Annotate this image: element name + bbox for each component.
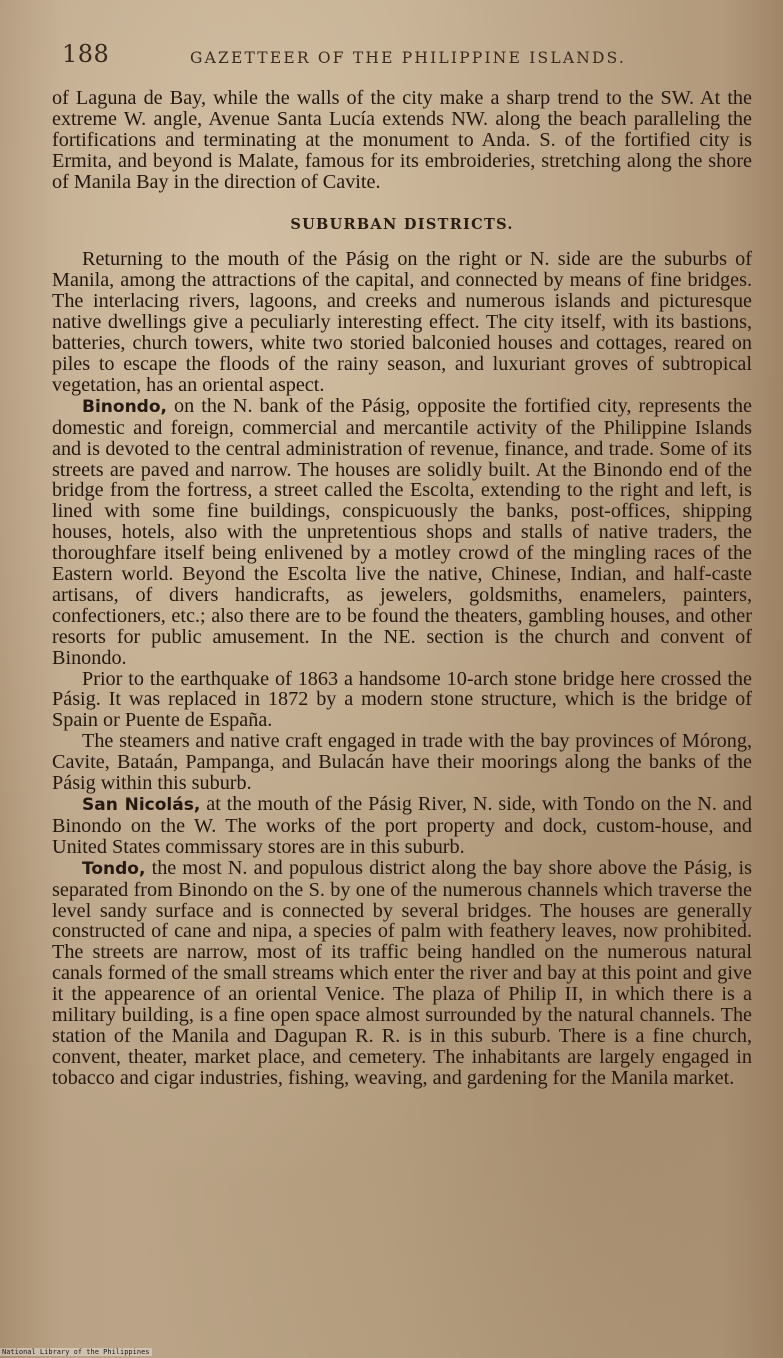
paragraph-suburbs-intro: Returning to the mouth of the Pásig on the right or N. side are the suburbs of Manila, among the attractions of the capital, and connected by means of fine bridges. The interlacing rivers, lagoons, and creeks and numerous islands and picturesque native dwellings give a peculiarly interesting effect. The city itself, with its bastions, batteries, church towers, white two storied balconied houses and cottages, reared on piles to escape the floods of the rainy season, and luxuriant groves of subtropical vegetation, has an oriental aspect. [52, 248, 752, 396]
library-credit: National Library of the Philippines [2, 1348, 150, 1356]
running-head: GAZETTEER OF THE PHILIPPINE ISLANDS. [190, 49, 627, 67]
paragraph-san-nicolas-text: at the mouth of the Pásig River, N. side, with Tondo on the N. and Binondo on the W. The works of the port property and dock, custom-house, and United States commissary stores are in this suburb. [52, 793, 752, 858]
paragraph-tondo-text: the most N. and populous district along the bay shore above the Pásig, is separated from Binondo on the S. by one of the numerous channels which traverse the level sandy surface and is connected by several bridges. The houses are generally constructed of cane and nipa, a species of palm with feathery leaves, now prohibited. The streets are narrow, most of its traffic being handled on the numerous natural canals formed of the small streams which enter the river and bay at this point and give it the appearence of an oriental Venice. The plaza of Philip II, in which there is a military building, is a fine open space almost surrounded by the natural channels. The station of the Manila and Dagupan R. R. is in this suburb. There is a fine church, convent, theater, market place, and cemetery. The inhabitants are largely engaged in tobacco and cigar industries, fishing, weaving, and gardening for the Manila market. [52, 856, 752, 1089]
section-heading: SUBURBAN DISTRICTS. [290, 215, 514, 233]
entry-lead-binondo: Binondo, [82, 396, 167, 417]
paragraph-tondo [52, 858, 752, 1089]
entry-lead-tondo: Tondo, [82, 858, 146, 879]
body-text [52, 88, 752, 1089]
paragraph-continuation: of Laguna de Bay, while the walls of the city make a sharp trend to the SW. At the extreme W. angle, Avenue Santa Lucía extends NW. along the beach paralleling the fortifications and terminating at the monument to Anda. S. of the fortified city is Ermita, and beyond is Malate, famous for its embroideries, stretching along the shore of Manila Bay in the direction of Cavite. [52, 87, 752, 193]
paragraph-bridge: Prior to the earthquake of 1863 a handsome 10-arch stone bridge here crossed the Pásig. It was replaced in 1872 by a modern stone structure, which is the bridge of Spain or Puente de España. [52, 667, 752, 732]
paragraph-san-nicolas [52, 794, 752, 858]
page-header [62, 40, 742, 76]
entry-lead-san-nicolas: San Nicolás, [82, 795, 201, 815]
page-number: 188 [62, 40, 110, 68]
paragraph-binondo [52, 396, 752, 669]
paragraph-steamers: The steamers and native craft engaged in trade with the bay provinces of Mórong, Cavite, Bataán, Pampanga, and Bulacán have their moorings along the banks of the Pásig within this suburb. [52, 730, 752, 795]
paragraph-binondo-text: on the N. bank of the Pásig, opposite the fortified city, represents the domestic and foreign, commercial and mercantile activity of the Philippine Islands and is devoted to the central administration of revenue, finance, and trade. Some of its streets are paved and narrow. The houses are solidly built. At the Binondo end of the bridge from the fortress, a street called the Escolta, extending to the right and left, is lined with some fine buildings, conspicuously the banks, post-offices, shipping houses, hotels, also with the unpretentious shops and stalls of native traders, the thoroughfare itself being enlivened by a motley crowd of the mingling races of the Eastern world. Beyond the Escolta live the native, Chinese, Indian, and half-caste artisans, of divers handicrafts, as jewelers, goldsmiths, enamelers, painters, confectioners, etc.; also there are to be found the theaters, gambling houses, and other resorts for public amusement. In the NE. section is the church and convent of Binondo. [52, 394, 752, 669]
